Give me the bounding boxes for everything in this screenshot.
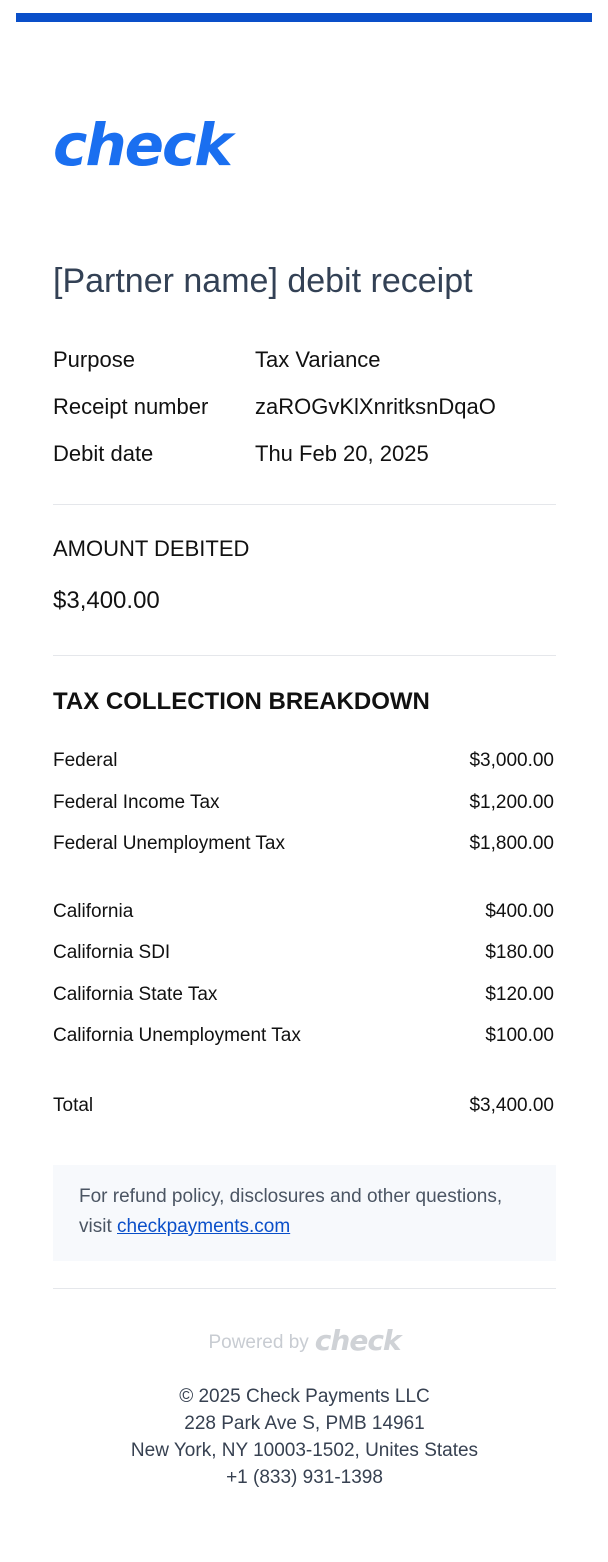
check-logo: check <box>53 111 231 179</box>
row-amount: $400.00 <box>485 900 554 922</box>
footer <box>53 1383 556 1491</box>
row-label: California Unemployment Tax <box>53 1025 301 1046</box>
row-label: California SDI <box>53 942 171 963</box>
row-amount: $180.00 <box>485 942 554 963</box>
table-row <box>53 932 554 974</box>
info-row-purpose <box>53 341 556 388</box>
row-amount: $1,800.00 <box>469 833 554 854</box>
divider <box>53 504 556 505</box>
powered-by-text: Powered by <box>208 1332 309 1353</box>
footer-copyright: © 2025 Check Payments LLC <box>179 1386 430 1407</box>
amount-heading: AMOUNT DEBITED <box>53 536 250 561</box>
row-amount: $120.00 <box>485 983 554 1005</box>
table-row <box>53 891 554 933</box>
table-row <box>53 823 554 865</box>
footer-address-line2: New York, NY 10003-1502, Unites States <box>130 1440 479 1461</box>
info-value: Tax Variance <box>255 347 381 372</box>
checkpayments-link[interactable]: checkpayments.com <box>117 1216 291 1237</box>
footer-phone: +1 (833) 931-1398 <box>226 1467 383 1488</box>
tax-breakdown-table <box>53 740 554 1126</box>
powered-by <box>53 1322 556 1362</box>
info-label: Debit date <box>53 441 154 466</box>
row-label: Federal Income Tax <box>53 791 220 813</box>
refund-notice <box>53 1165 556 1261</box>
row-amount: $3,000.00 <box>469 750 554 771</box>
row-label: Federal <box>53 750 118 771</box>
divider <box>53 655 556 656</box>
table-row <box>53 974 554 1016</box>
footer-address-line1: 228 Park Ave S, PMB 14961 <box>184 1413 425 1434</box>
total-label: Total <box>53 1094 94 1116</box>
divider <box>53 1288 556 1289</box>
breakdown-heading: TAX COLLECTION BREAKDOWN <box>53 688 430 715</box>
check-logo-small: check <box>314 1324 401 1357</box>
total-amount: $3,400.00 <box>469 1094 554 1116</box>
group-spacer <box>53 1057 554 1085</box>
group-spacer <box>53 865 554 891</box>
total-row <box>53 1085 554 1127</box>
row-label: California State Tax <box>53 983 218 1005</box>
row-amount: $100.00 <box>485 1025 554 1046</box>
info-label: Purpose <box>53 347 135 372</box>
top-accent-bar <box>16 13 592 22</box>
row-label: California <box>53 900 134 922</box>
table-row <box>53 782 554 824</box>
table-row <box>53 740 554 782</box>
amount-value: $3,400.00 <box>53 587 160 614</box>
info-row-debit-date <box>53 435 556 482</box>
table-row <box>53 1015 554 1057</box>
row-label: Federal Unemployment Tax <box>53 833 285 854</box>
notice-text: For refund policy, disclosures and other questions, visit <box>79 1186 503 1237</box>
receipt-info <box>53 341 556 482</box>
info-row-receipt-number <box>53 388 556 435</box>
page-title: [Partner name] debit receipt <box>53 262 473 300</box>
info-value: zaROGvKlXnritksnDqaO <box>255 394 496 419</box>
info-label: Receipt number <box>53 394 209 419</box>
info-value: Thu Feb 20, 2025 <box>255 441 429 466</box>
row-amount: $1,200.00 <box>469 791 554 813</box>
